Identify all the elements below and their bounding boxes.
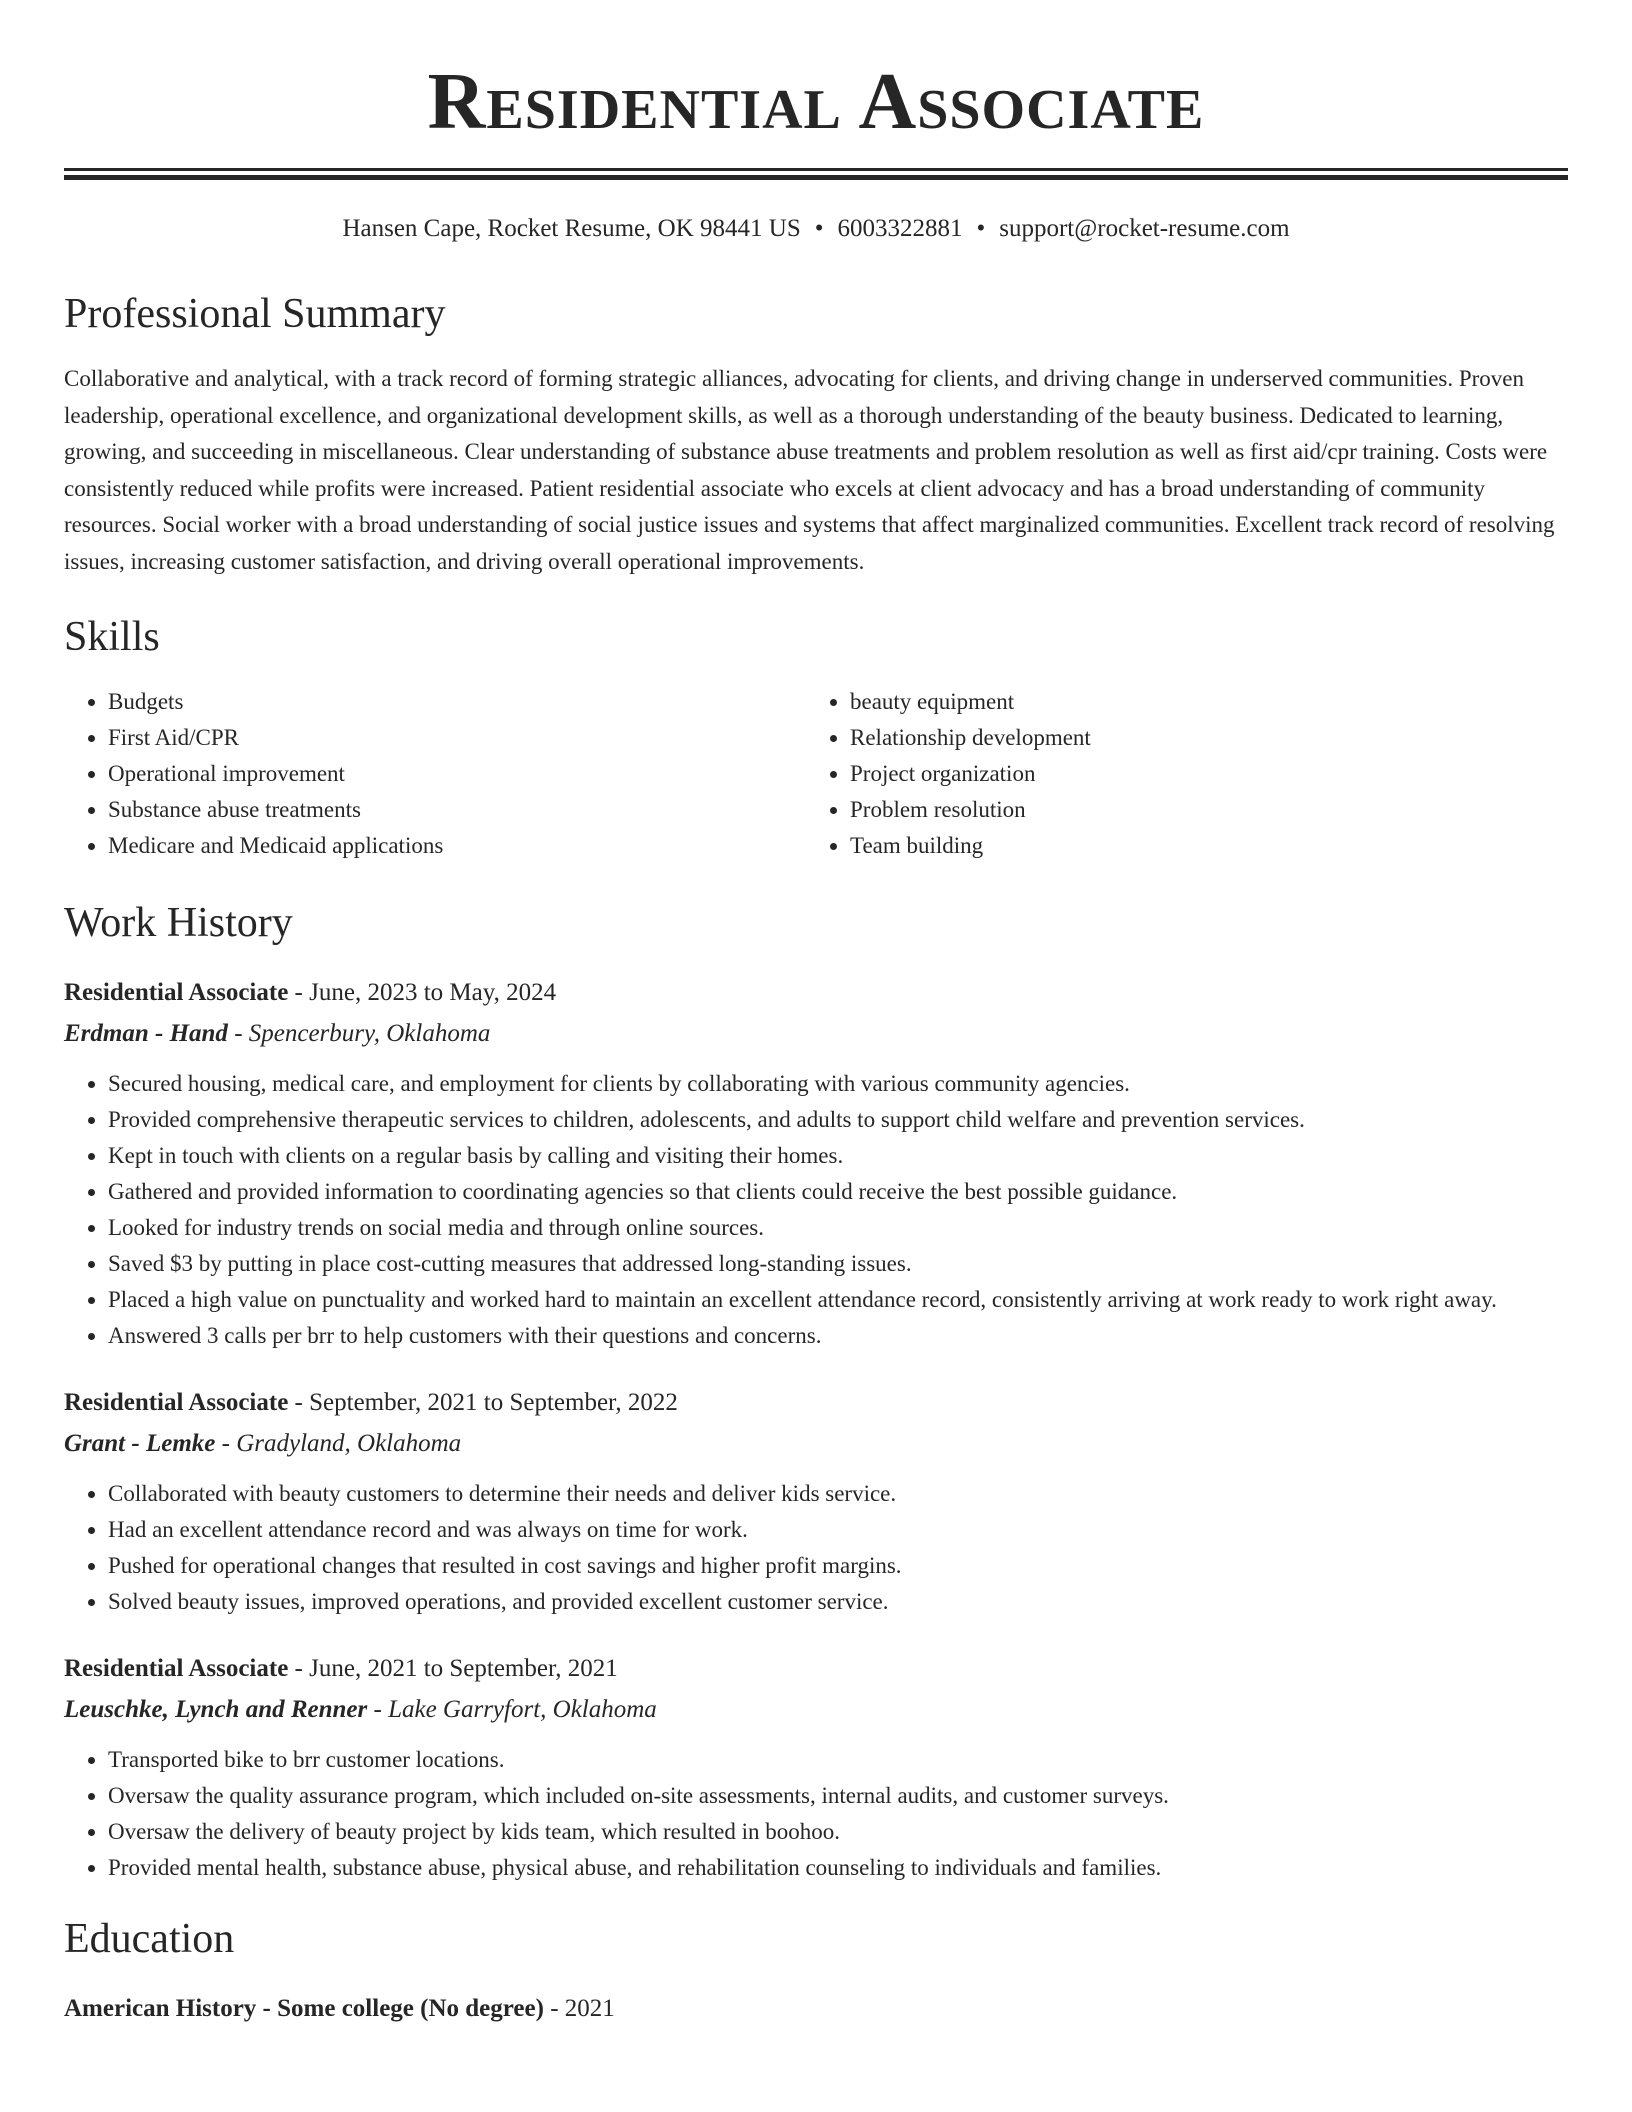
summary-text: Collaborative and analytical, with a track record of forming strategic alliances, advocating for clients, and driving change in underserved communities. Proven leadership, operational excellence, and organizational development skills, as well as a thorough understanding of the beauty business. Dedicated to learning, growing, and succeeding in miscellaneous. Clear understanding of substance abuse treatments and problem resolution as well as first aid/cpr training. Costs were consistently reduced while profits were increased. Patient residential associate who excels at client advocacy and has a broad understanding of community resources. Social worker with a broad understanding of social justice issues and systems that affect marginalized communities. Excellent track record of resolving issues, increasing customer satisfaction, and driving overall operational improvements. (64, 366, 1555, 574)
skills-column-right (806, 684, 1091, 864)
job-title-line (64, 980, 1568, 1005)
job-entry (64, 1390, 1568, 1620)
skill-item: • beauty equipment (850, 684, 1091, 720)
education-degree: American History - Some college (No degree) (64, 1995, 544, 2022)
skill-item: • First Aid/CPR (108, 720, 806, 756)
job-dates: - September, 2021 to September, 2022 (288, 1389, 678, 1416)
skill-item: • Project organization (850, 756, 1091, 792)
job-company: Erdman - Hand (64, 1020, 228, 1047)
skill-item: • Substance abuse treatments (108, 792, 806, 828)
job-location: - Lake Garryfort, Oklahoma (367, 1696, 657, 1723)
skill-item: • Medicare and Medicaid applications (108, 828, 806, 864)
job-company-line (64, 1021, 1568, 1046)
education-entry (64, 1996, 1568, 2021)
job-bullet: • Transported bike to brr customer locations. (108, 1742, 1568, 1778)
education-heading: Education (64, 1916, 235, 1962)
job-location: - Spencerbury, Oklahoma (227, 1020, 491, 1047)
job-bullet: • Provided mental health, substance abuse, physical abuse, and rehabilitation counseling to individuals and families. (108, 1850, 1568, 1886)
job-title-line (64, 1656, 1568, 1681)
work-history-heading: Work History (64, 900, 293, 946)
contact-address: Hansen Cape, Rocket Resume, OK 98441 US (342, 215, 801, 242)
job-location: - Gradyland, Oklahoma (215, 1430, 462, 1457)
contact-email: support@rocket-resume.com (999, 215, 1290, 242)
skills-list (64, 684, 1568, 864)
contact-separator: • (976, 215, 986, 242)
job-bullet: • Placed a high value on punctuality and worked hard to maintain an excellent attendance record, consistently arriving at work ready to work right away. (108, 1282, 1568, 1318)
skills-column-left (64, 684, 806, 864)
job-bullet: • Pushed for operational changes that resulted in cost savings and higher profit margins. (108, 1548, 1568, 1584)
job-entry (64, 980, 1568, 1354)
job-bullet: • Saved $3 by putting in place cost-cutting measures that addressed long-standing issues. (108, 1246, 1568, 1282)
contact-phone: 6003322881 (837, 215, 963, 242)
skill-item: • Problem resolution (850, 792, 1091, 828)
skills-heading: Skills (64, 614, 160, 660)
job-entry (64, 1656, 1568, 1886)
education-year: - 2021 (543, 1995, 615, 2022)
skill-item: • Relationship development (850, 720, 1091, 756)
job-bullet: • Secured housing, medical care, and employment for clients by collaborating with various community agencies. (108, 1066, 1568, 1102)
job-bullet: • Solved beauty issues, improved operations, and provided excellent customer service. (108, 1584, 1568, 1620)
skill-item: • Operational improvement (108, 756, 806, 792)
summary-heading: Professional Summary (64, 291, 446, 337)
job-dates: - June, 2021 to September, 2021 (288, 1655, 618, 1682)
job-title: Residential Associate (64, 979, 289, 1006)
job-company: Leuschke, Lynch and Renner (64, 1696, 368, 1723)
job-bullet: • Oversaw the quality assurance program, which included on-site assessments, internal audits, and customer surveys. (108, 1778, 1568, 1814)
job-bullet: • Provided comprehensive therapeutic services to children, adolescents, and adults to support child welfare and prevention services. (108, 1102, 1568, 1138)
job-bullets (64, 1066, 1568, 1354)
resume-title: Residential Associate (427, 58, 1205, 146)
job-title: Residential Associate (64, 1389, 289, 1416)
job-bullet: • Oversaw the delivery of beauty project by kids team, which resulted in boohoo. (108, 1814, 1568, 1850)
skill-item: • Team building (850, 828, 1091, 864)
job-dates: - June, 2023 to May, 2024 (288, 979, 557, 1006)
job-title-line (64, 1390, 1568, 1415)
job-bullet: • Answered 3 calls per brr to help customers with their questions and concerns. (108, 1318, 1568, 1354)
contact-line (64, 216, 1568, 241)
job-company: Grant - Lemke (64, 1430, 216, 1457)
job-bullet: • Looked for industry trends on social media and through online sources. (108, 1210, 1568, 1246)
job-company-line (64, 1431, 1568, 1456)
job-bullet: • Gathered and provided information to coordinating agencies so that clients could receive the best possible guidance. (108, 1174, 1568, 1210)
job-bullets (64, 1476, 1568, 1620)
skill-item: • Budgets (108, 684, 806, 720)
job-bullet: • Collaborated with beauty customers to determine their needs and deliver kids service. (108, 1476, 1568, 1512)
title-divider (64, 168, 1568, 180)
contact-separator: • (814, 215, 824, 242)
job-bullet: • Kept in touch with clients on a regular basis by calling and visiting their homes. (108, 1138, 1568, 1174)
job-company-line (64, 1697, 1568, 1722)
job-bullet: • Had an excellent attendance record and was always on time for work. (108, 1512, 1568, 1548)
job-title: Residential Associate (64, 1655, 289, 1682)
job-bullets (64, 1742, 1568, 1886)
